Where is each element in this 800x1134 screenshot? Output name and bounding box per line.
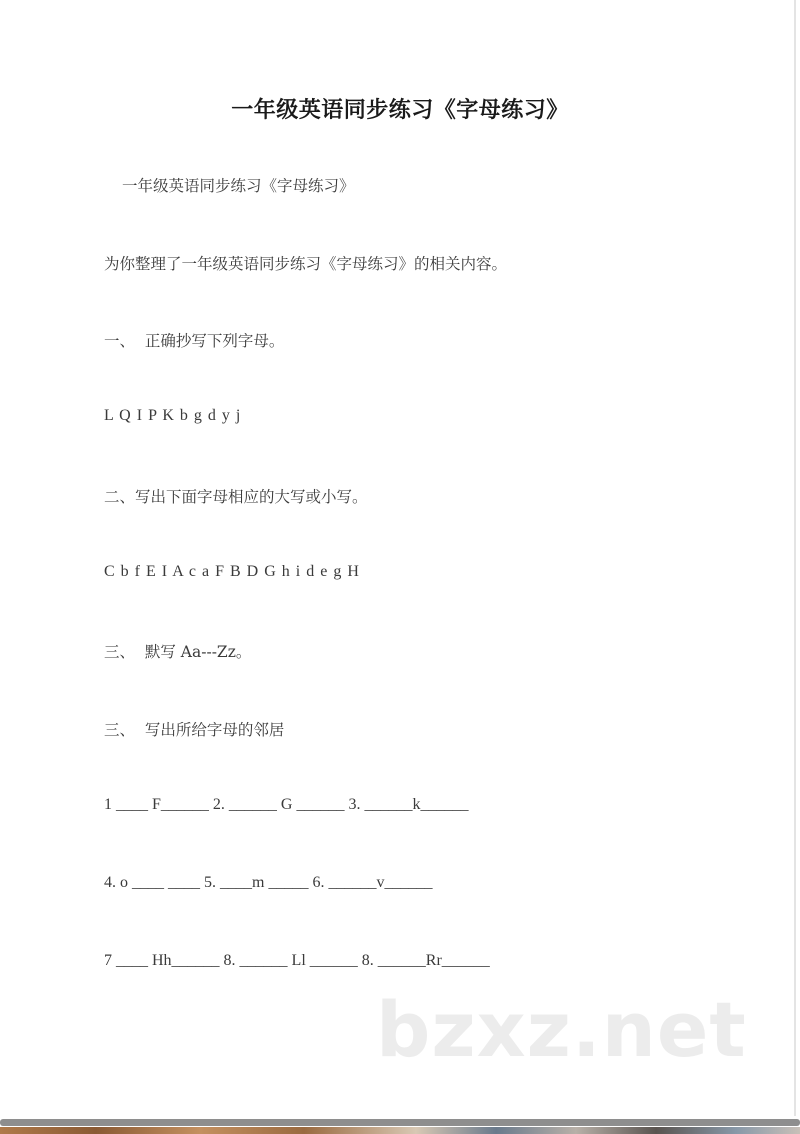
intro-paragraph: 为你整理了一年级英语同步练习《字母练习》的相关内容。 [104, 255, 508, 273]
document-title: 一年级英语同步练习《字母练习》 [231, 98, 569, 123]
section-3-heading: 三、 默写 Aa---Zz。 [104, 643, 252, 661]
section-1-letters: L Q I P K b g d y j [104, 407, 242, 424]
section-4-heading: 三、 写出所给字母的邻居 [104, 721, 285, 739]
section-2-letters: C b f E I A c a F B D G h i d e g H [104, 563, 360, 580]
watermark: bzxz.net [376, 985, 747, 1074]
exercise-line-3: 7 ____ Hh______ 8. ______ Ll ______ 8. ______Rr______ [104, 952, 490, 969]
section-2-heading: 二、写出下面字母相应的大写或小写。 [104, 488, 368, 506]
section-1-heading: 一、 正确抄写下列字母。 [104, 332, 285, 350]
background-image-strip [0, 1127, 800, 1134]
exercise-line-2: 4. o ____ ____ 5. ____m _____ 6. ______v______ [104, 874, 433, 891]
document-subtitle: 一年级英语同步练习《字母练习》 [122, 177, 355, 195]
exercise-line-1: 1 ____ F______ 2. ______ G ______ 3. ______k______ [104, 796, 469, 813]
horizontal-scrollbar[interactable] [0, 1119, 800, 1126]
